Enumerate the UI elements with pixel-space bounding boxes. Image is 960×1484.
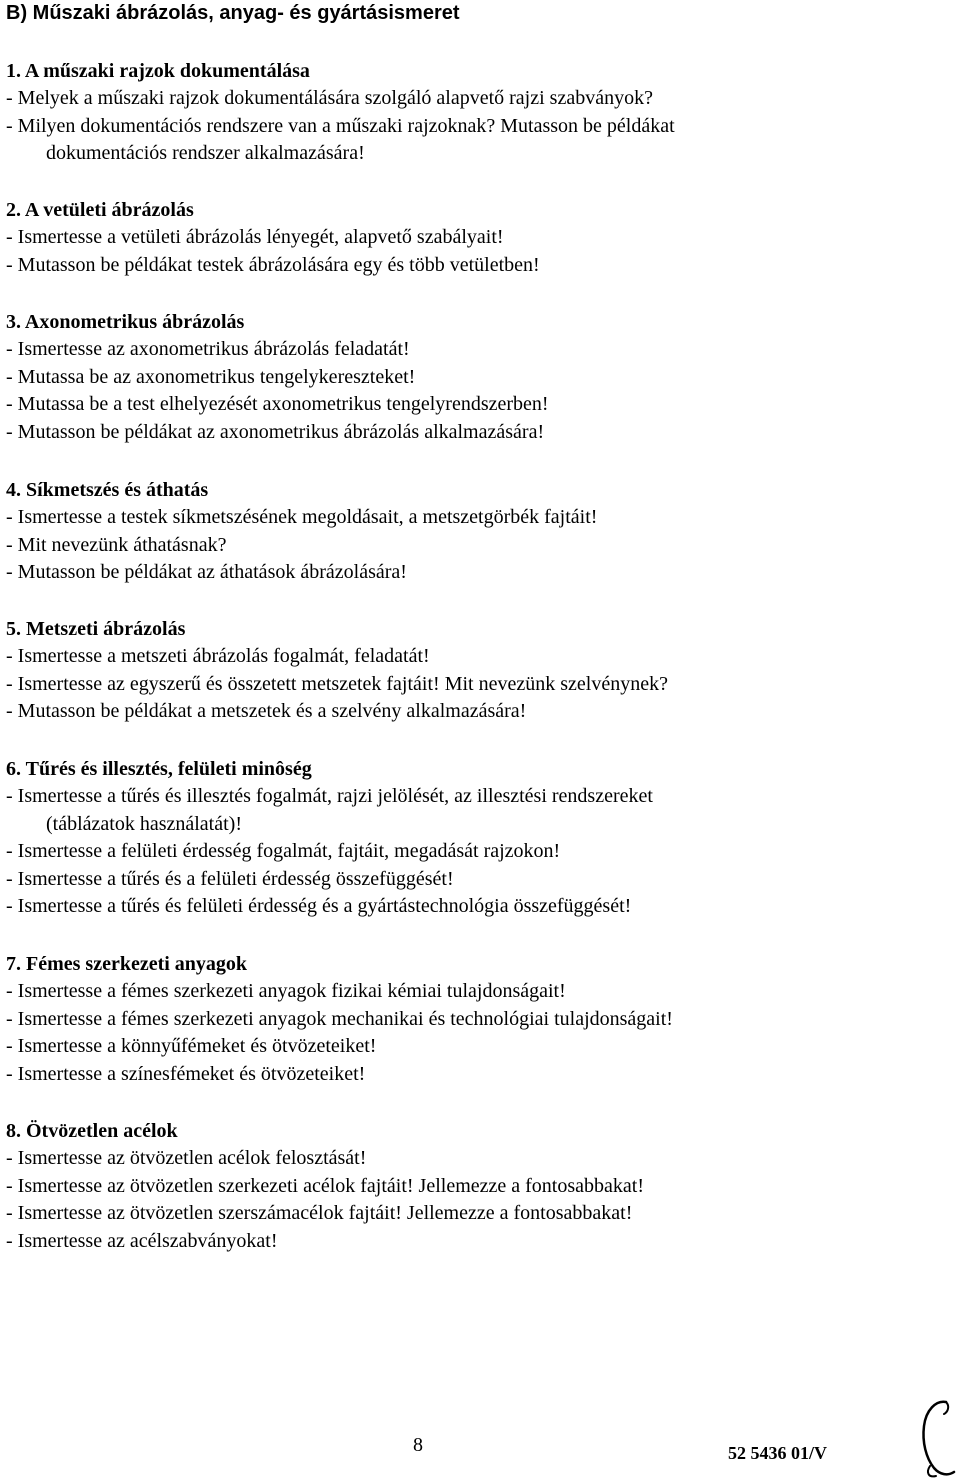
list-item: - Ismertesse a testek síkmetszésének megoldásait, a metszetgörbék fajtáit! — [6, 506, 598, 528]
section-3 — [6, 308, 946, 446]
list-item: - Ismertesse a fémes szerkezeti anyagok fizikai kémiai tulajdonságait! — [6, 980, 566, 1002]
document-title: B) Műszaki ábrázolás, anyag- és gyártásismeret — [6, 2, 460, 24]
list-item: - Ismertesse a fémes szerkezeti anyagok mechanikai és technológiai tulajdonságait! — [6, 1007, 673, 1030]
page-number: 8 — [413, 1434, 423, 1456]
handwritten-signature-icon — [906, 1396, 960, 1482]
list-item: - Melyek a műszaki rajzok dokumentálására szolgáló alapvető rajzi szabványok? — [6, 87, 653, 109]
document-code: 52 5436 01/V — [728, 1443, 827, 1463]
list-item: - Ismertesse a könnyűfémeket és ötvözeteiket! — [6, 1035, 377, 1057]
list-item: - Mutasson be példákat az axonometrikus ábrázolás alkalmazására! — [6, 420, 545, 443]
list-item: - Ismertesse az ötvözetlen acélok felosztását! — [6, 1147, 367, 1169]
section-1 — [6, 57, 946, 168]
list-item: - Ismertesse a metszeti ábrázolás fogalmát, feladatát! — [6, 645, 430, 667]
section-heading: 6. Tűrés és illesztés, felületi minôség — [6, 758, 312, 780]
section-heading: 1. A műszaki rajzok dokumentálása — [6, 60, 310, 82]
section-2 — [6, 196, 946, 279]
section-5 — [6, 615, 946, 726]
section-6 — [6, 755, 946, 921]
section-heading: 3. Axonometrikus ábrázolás — [6, 311, 245, 333]
section-heading: 7. Fémes szerkezeti anyagok — [6, 953, 248, 975]
list-item: - Ismertesse a színesfémeket és ötvözeteiket! — [6, 1062, 366, 1085]
section-heading: 8. Ötvözetlen acélok — [6, 1120, 178, 1142]
list-item: - Milyen dokumentációs rendszere van a műszaki rajzoknak? Mutasson be példákat — [6, 114, 675, 137]
list-item: - Ismertesse az ötvözetlen szerkezeti acélok fajtáit! Jellemezze a fontosabbakat! — [6, 1174, 644, 1197]
list-item-continuation: (táblázatok használatát)! — [46, 812, 242, 835]
list-item: - Mutassa be a test elhelyezését axonometrikus tengelyrendszerben! — [6, 393, 549, 415]
section-4 — [6, 476, 946, 587]
section-7 — [6, 950, 946, 1088]
list-item: - Ismertesse az ötvözetlen szerszámacélok fajtáit! Jellemezze a fontosabbakat! — [6, 1202, 633, 1224]
list-item: - Ismertesse az axonometrikus ábrázolás feladatát! — [6, 338, 410, 360]
list-item: - Ismertesse a tűrés és felületi érdesség és a gyártástechnológia összefüggését! — [6, 895, 632, 917]
list-item: - Mit nevezünk áthatásnak? — [6, 533, 227, 556]
list-item: - Ismertesse a tűrés és illesztés fogalmát, rajzi jelölését, az illesztési rendszereket — [6, 785, 653, 807]
list-item: - Mutasson be példákat testek ábrázolására egy és több vetületben! — [6, 253, 540, 276]
list-item: - Ismertesse a tűrés és a felületi érdesség összefüggését! — [6, 867, 454, 890]
list-item: - Ismertesse az egyszerű és összetett metszetek fajtáit! Mit nevezünk szelvénynek? — [6, 672, 668, 695]
section-heading: 4. Síkmetszés és áthatás — [6, 479, 209, 501]
list-item: - Ismertesse a felületi érdesség fogalmát, fajtáit, megadását rajzokon! — [6, 840, 561, 862]
list-item: - Ismertesse a vetületi ábrázolás lényegét, alapvető szabályait! — [6, 226, 504, 248]
list-item: - Mutassa be az axonometrikus tengelykereszteket! — [6, 365, 416, 388]
list-item: - Mutasson be példákat a metszetek és a szelvény alkalmazására! — [6, 700, 527, 722]
list-item: - Ismertesse az acélszabványokat! — [6, 1229, 278, 1252]
section-8 — [6, 1117, 946, 1255]
list-item: - Mutasson be példákat az áthatások ábrázolására! — [6, 561, 407, 583]
section-heading: 5. Metszeti ábrázolás — [6, 618, 186, 640]
section-heading: 2. A vetületi ábrázolás — [6, 199, 194, 221]
list-item-continuation: dokumentációs rendszer alkalmazására! — [46, 142, 365, 164]
